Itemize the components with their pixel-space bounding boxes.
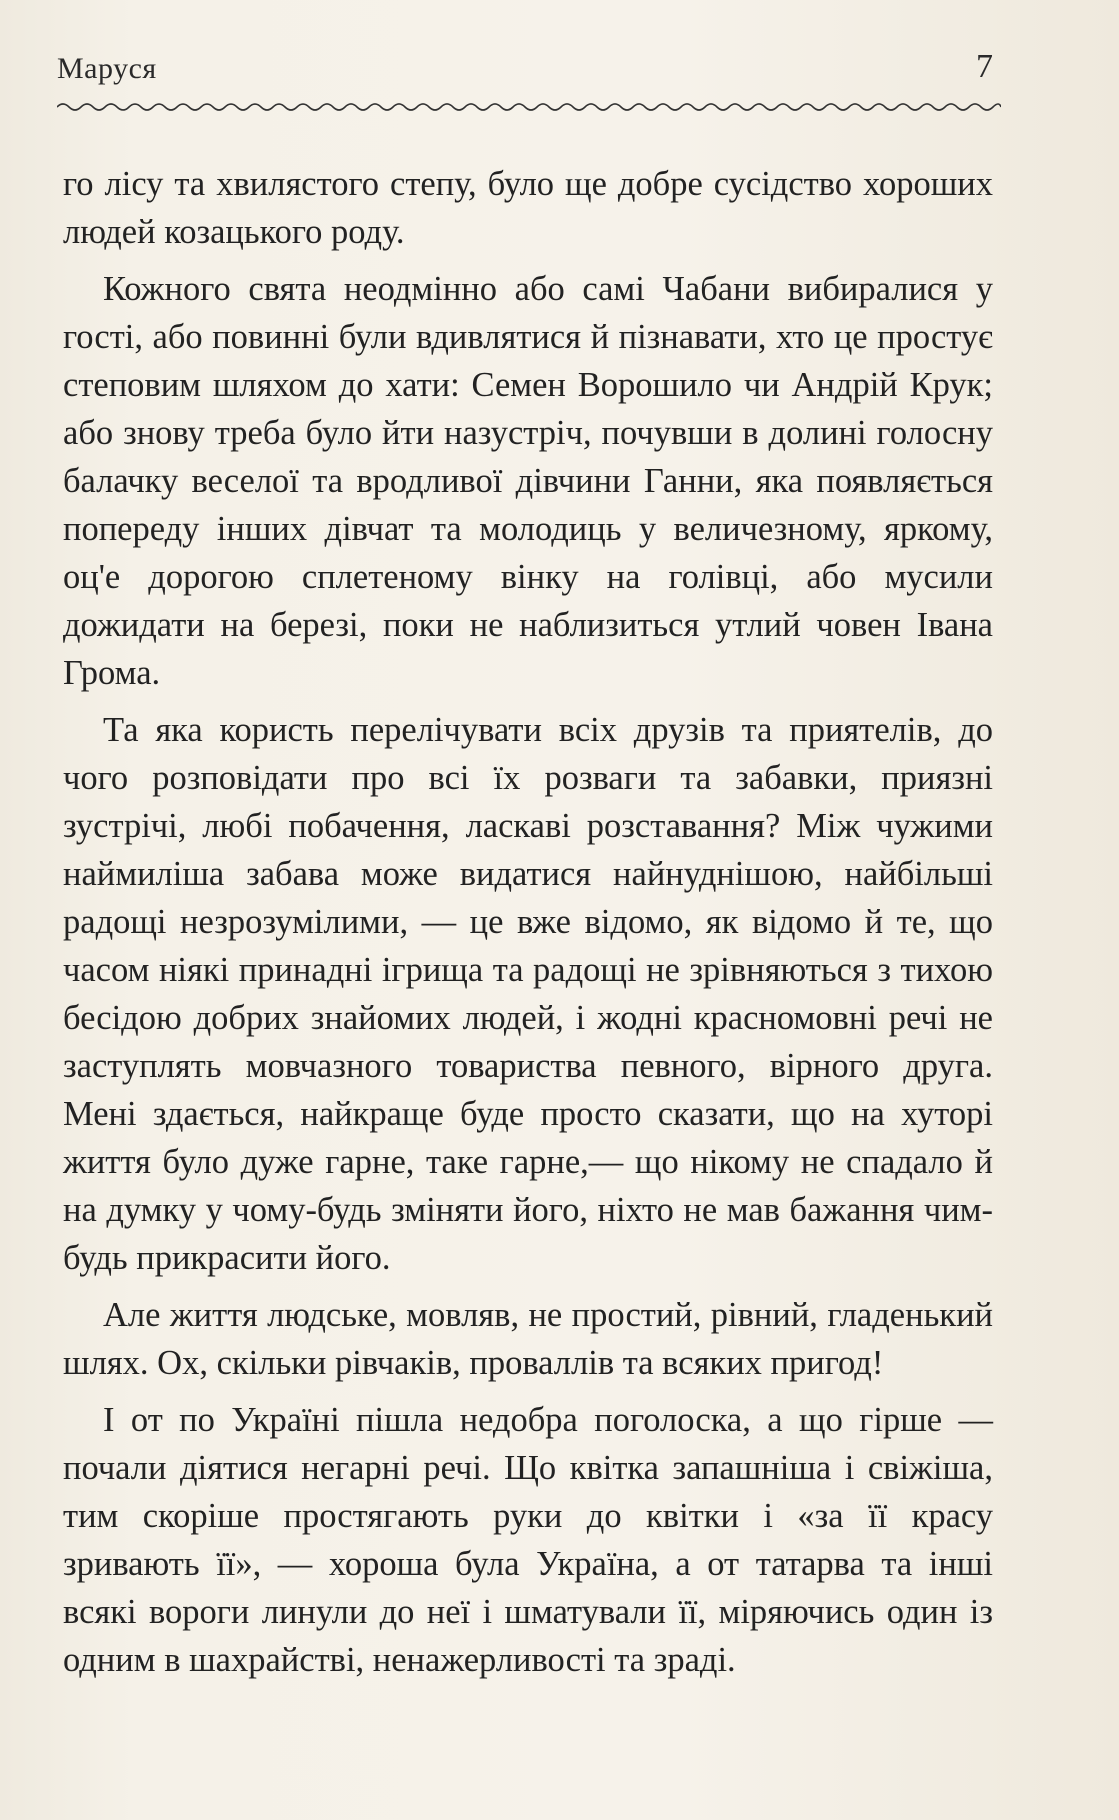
running-title: Маруся [57, 52, 157, 85]
wavy-line [57, 104, 1001, 110]
paragraph-5: І от по Україні пішла недобра поголоска, а що гірше — почали діятися негарні речі. Що квітка запашніша і свіжіша, тим скоріше простягають руки до квітки і «за її красу зривають її», — хороша була Україна, а от татарва та інші всякі вороги линули до неї і шматували її, міряючись один із одним в шахрайстві, ненажерливості та зраді. [63, 1401, 993, 1679]
paragraph-1: го лісу та хвилястого степу, було ще добре сусідство хороших людей козацького роду. [63, 165, 993, 251]
wavy-ornament-rule [57, 98, 1001, 116]
page-number: 7 [976, 48, 993, 85]
paragraph-2: Кожного свята неодмінно або самі Чабани вибиралися у гості, або повинні були вдивлятися й пізнавати, хто це простує степовим шляхом до хати: Семен Ворошило чи Андрій Крук; або знову треба було йти назустріч, почувши в долині голосну балачку веселої та вродливої дівчини Ганни, яка появляється попереду інших дівчат та молодиць у величезному, яркому, оц'е дорогою сплетеному вінку на голівці, або мусили дожидати на березі, поки не наблизиться утлий човен Івана Грома. [63, 270, 993, 692]
page-header [57, 46, 1001, 94]
paragraph-4: Але життя людське, мовляв, не простий, рівний, гладенький шлях. Ох, скільки рівчаків, проваллів та всяких пригод! [63, 1296, 993, 1382]
body-text [63, 160, 993, 1693]
paragraph-3: Та яка користь перелічувати всіх друзів та приятелів, до чого розповідати про всі їх розваги та забавки, приязні зустрічі, любі побачення, ласкаві розставання? Між чужими наймиліша забава може видатися найнуднішою, найбільші радощі незрозумілими, — це вже відомо, як відомо й те, що часом ніякі принадні ігрища та радощі не зрівняються з тихою бесідою добрих знайомих людей, і жодні красномовні речі не заступлять мовчазного товариства певного, вірного друга. Мені здається, найкраще буде просто сказати, що на хуторі життя було дуже гарне, таке гарне,— що нікому не спадало й на думку у чому-будь зміняти його, ніхто не мав бажання чим-будь прикрасити його. [63, 711, 993, 1277]
